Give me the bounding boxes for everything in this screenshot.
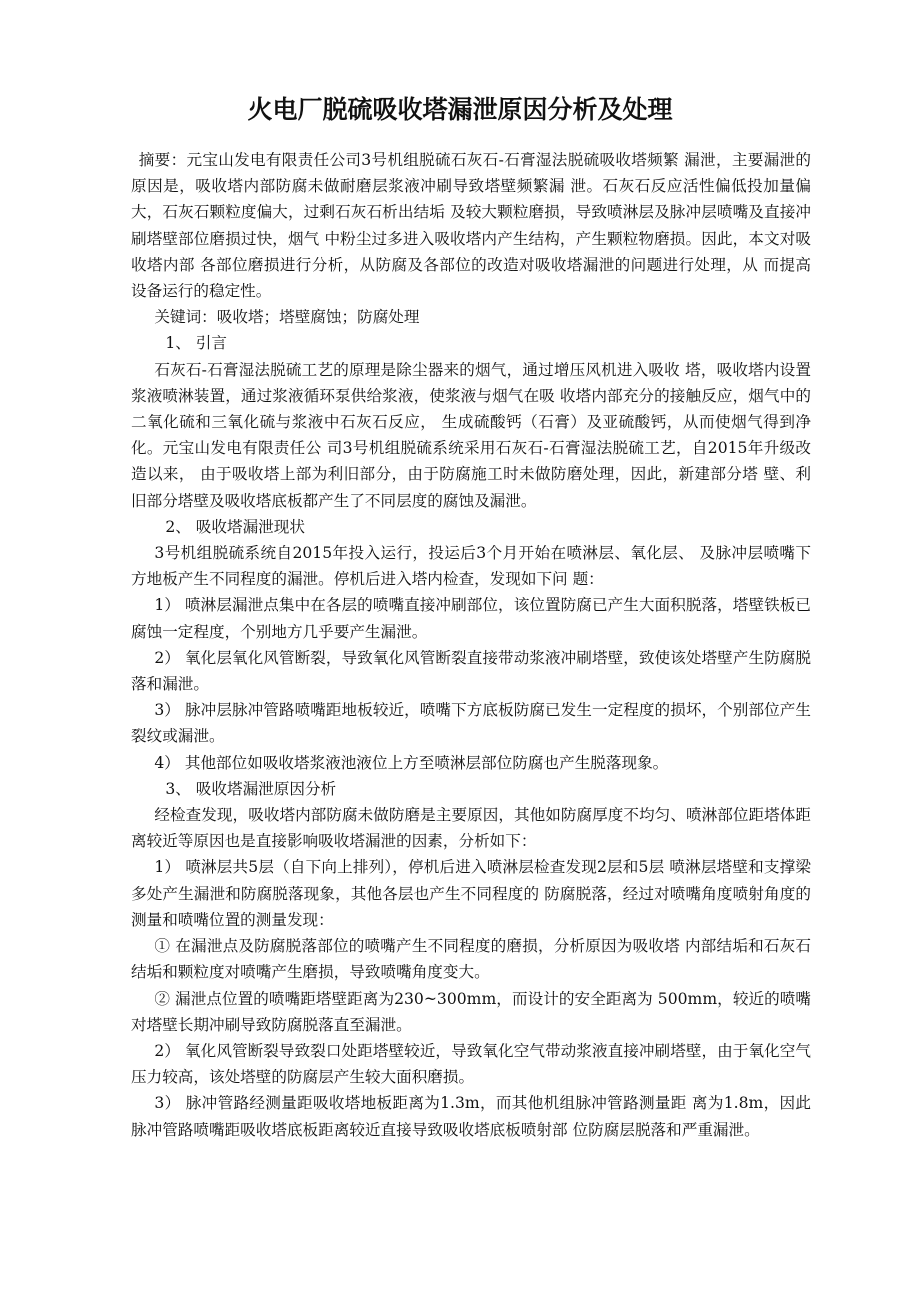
cause-analysis-subitem-1: ① 在漏泄点及防腐脱落部位的喷嘴产生不同程度的磨损，分析原因为吸收塔 内部结垢和石灰石结垢和颗粒度对喷嘴产生磨损，导致喷嘴角度变大。 bbox=[131, 937, 811, 982]
leak-status-item-4: 4） 其他部位如吸收塔浆液池液位上方至喷淋层部位防腐也产生脱落现象。 bbox=[154, 753, 669, 772]
document-body bbox=[131, 147, 811, 1143]
leak-status-item-3: 3） 脉冲层脉冲管路喷嘴距地板较近，喷嘴下方底板防腐已发生一定程度的损坏，个别部位产生裂纹或漏泄。 bbox=[131, 701, 811, 746]
leak-status-item-2: 2） 氧化层氧化风管断裂，导致氧化风管断裂直接带动浆液冲刷塔壁，致使该处塔壁产生防腐脱落和漏泄。 bbox=[131, 648, 811, 694]
introduction-paragraph: 石灰石-石膏湿法脱硫工艺的原理是除尘器来的烟气，通过增压风机进入吸收 塔，吸收塔内设置浆液喷淋装置，通过浆液循环泵供给浆液，使浆液与烟气在吸 收塔内部充分的接触反应，烟气中的二氧化硫和三氧化硫与浆液中石灰石反应， 生成硫酸钙（石膏）及亚硫酸钙，从而使烟气得到净化。元宝山发电有限责任公 司3号机组脱硫系统采用石灰石-石膏湿法脱硫工艺，自2015年升级改造以来， 由于吸收塔上部为利旧部分，由于防腐施工时未做防磨处理，因此，新建部分塔 壁、利旧部分塔壁及吸收塔底板都产生了不同层度的腐蚀及漏泄。 bbox=[131, 360, 811, 510]
cause-analysis-paragraph: 经检查发现，吸收塔内部防腐未做防磨是主要原因，其他如防腐厚度不均匀、喷淋部位距塔体距离较近等原因也是直接影响吸收塔漏泄的因素，分析如下： bbox=[131, 806, 811, 851]
leak-status-paragraph: 3号机组脱硫系统自2015年投入运行，投运后3个月开始在喷淋层、氧化层、 及脉冲层喷嘴下方地板产生不同程度的漏泄。停机后进入塔内检查，发现如下问 题： bbox=[131, 544, 811, 589]
abstract-paragraph: 摘要：元宝山发电有限责任公司3号机组脱硫石灰石-石膏湿法脱硫吸收塔频繁 漏泄，主要漏泄的原因是，吸收塔内部防腐未做耐磨层浆液冲刷导致塔壁频繁漏 泄。石灰石反应活性偏低投加量偏大，石灰石颗粒度偏大，过剩石灰石析出结垢 及较大颗粒磨损，导致喷淋层及脉冲层喷嘴及直接冲刷塔壁部位磨损过快，烟气 中粉尘过多进入吸收塔内产生结构，产生颗粒物磨损。因此，本文对吸收塔内部 各部位磨损进行分析，从防腐及各部位的改造对吸收塔漏泄的问题进行处理，从 而提高设备运行的稳定性。 bbox=[131, 151, 811, 301]
document-title: 火电厂脱硫吸收塔漏泄原因分析及处理 bbox=[247, 95, 673, 124]
cause-analysis-item-3: 3） 脉冲管路经测量距吸收塔地板距离为1.3m，而其他机组脉冲管路测量距 离为1.8m，因此脉冲管路喷嘴距吸收塔底板距离较近直接导致吸收塔底板喷射部 位防腐层脱落和严重漏泄。 bbox=[131, 1094, 811, 1139]
keywords-line: 关键词：吸收塔；塔壁腐蚀；防腐处理 bbox=[154, 308, 420, 327]
section-heading-leak-status: 2、 吸收塔漏泄现状 bbox=[165, 517, 305, 536]
cause-analysis-item-2: 2） 氧化风管断裂导致裂口处距塔壁较近，导致氧化空气带动浆液直接冲刷塔壁，由于氧化空气压力较高，该处塔壁的防腐层产生较大面积磨损。 bbox=[131, 1041, 811, 1087]
section-heading-cause-analysis: 3、 吸收塔漏泄原因分析 bbox=[165, 779, 337, 798]
leak-status-item-1: 1） 喷淋层漏泄点集中在各层的喷嘴直接冲刷部位，该位置防腐已产生大面积脱落，塔壁铁板已腐蚀一定程度，个别地方几乎要产生漏泄。 bbox=[131, 596, 811, 641]
cause-analysis-item-1: 1） 喷淋层共5层（自下向上排列），停机后进入喷淋层检查发现2层和5层 喷淋层塔壁和支撑梁多处产生漏泄和防腐脱落现象，其他各层也产生不同程度的 防腐脱落，经过对喷嘴角度喷射角度的测量和喷嘴位置的测量发现： bbox=[131, 858, 811, 929]
section-heading-introduction: 1、 引言 bbox=[165, 334, 227, 353]
cause-analysis-subitem-2: ② 漏泄点位置的喷嘴距塔壁距离为230~300mm，而设计的安全距离为 500mm，较近的喷嘴对塔壁长期冲刷导致防腐脱落直至漏泄。 bbox=[131, 989, 811, 1034]
